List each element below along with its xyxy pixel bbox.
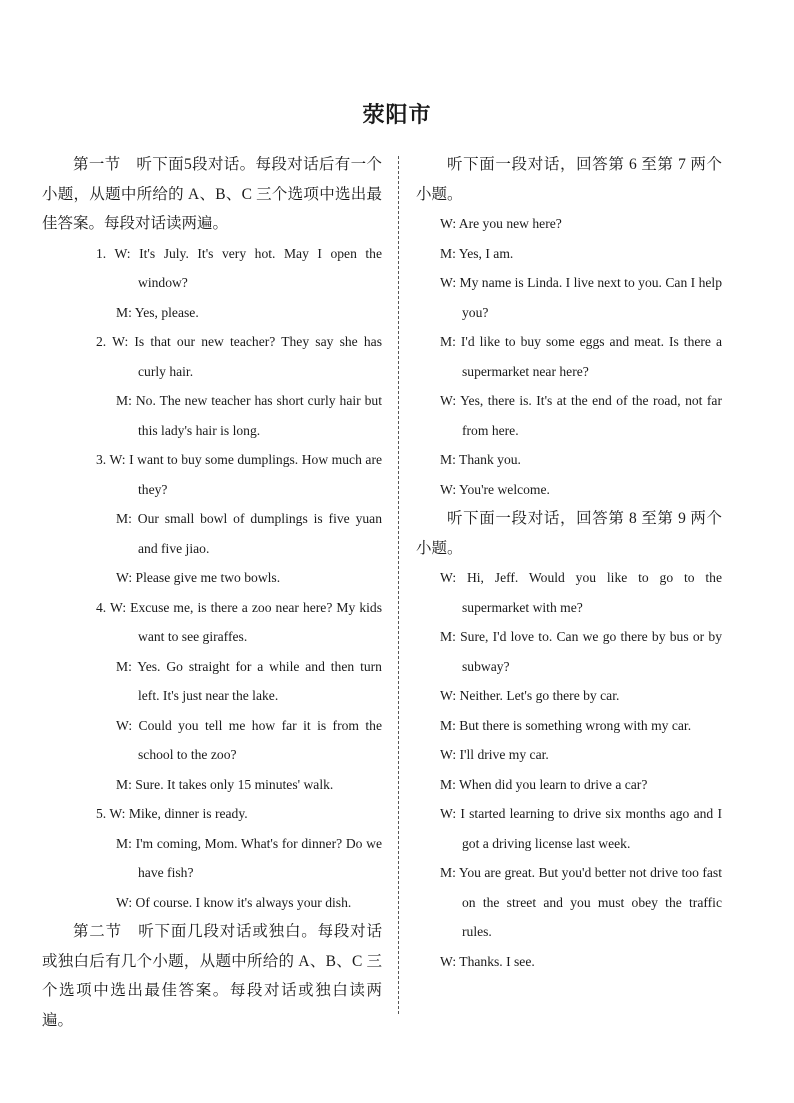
dialog-line: M: Sure. It takes only 15 minutes' walk. bbox=[116, 776, 334, 792]
dialog-line: W: Please give me two bowls. bbox=[116, 570, 281, 585]
dialog-line: 2. W: Is that our new teacher? They say she has curly hair. bbox=[96, 334, 382, 379]
dialog-line: 3. W: I want to buy some dumplings. How much are they? bbox=[96, 452, 382, 497]
dialog-line: M: Yes. Go straight for a while and then turn left. It's just near the lake. bbox=[116, 658, 382, 703]
dialog-line: W: Could you tell me how far it is from the school to the zoo? bbox=[116, 717, 382, 762]
dialog-line: 1. W: It's July. It's very hot. May I open the window? bbox=[96, 245, 382, 290]
dialog-line: M: No. The new teacher has short curly hair but this lady's hair is long. bbox=[116, 393, 383, 438]
dialog-line: M: Yes, please. bbox=[116, 304, 199, 320]
dialog-intro: 听下面一段对话，回答第 6 至第 7 两个小题。 bbox=[416, 156, 722, 203]
dialog-line: M: Thank you. bbox=[440, 452, 521, 467]
dialog-line: W: My name is Linda. I live next to you. Can I help you? bbox=[440, 275, 722, 320]
dialog-line: W: I started learning to drive six months ago and I got a driving license last week. bbox=[440, 806, 722, 851]
dialog-line: 5. W: Mike, dinner is ready. bbox=[96, 806, 248, 821]
dialog-line: M: But there is something wrong with my car. bbox=[440, 717, 692, 733]
dialog-line: 4. W: Excuse me, is there a zoo near here? My kids want to see giraffes. bbox=[96, 599, 382, 644]
dialog-line: M: You are great. But you'd better not drive too fast on the street and you must obey the traffic rules. bbox=[440, 865, 722, 939]
dialog-line: W: Of course. I know it's always your dish. bbox=[116, 894, 352, 910]
left-column bbox=[42, 150, 383, 1035]
dialog-line: M: When did you learn to drive a car? bbox=[440, 776, 648, 792]
page-title: 荥阳市 bbox=[362, 103, 432, 128]
dialog-line: W: Thanks. I see. bbox=[440, 953, 535, 969]
dialog-line: M: Our small bowl of dumplings is five yuan and five jiao. bbox=[116, 511, 382, 556]
right-column bbox=[416, 150, 722, 976]
dialog-line: W: Yes, there is. It's at the end of the road, not far from here. bbox=[440, 393, 722, 438]
dialog-line: M: Yes, I am. bbox=[440, 245, 514, 261]
dialog-intro: 听下面一段对话，回答第 8 至第 9 两个小题。 bbox=[416, 510, 722, 557]
dialog-line: W: Neither. Let's go there by car. bbox=[440, 688, 620, 703]
dialog-line: W: Are you new here? bbox=[440, 216, 562, 231]
dialog-line: M: I'd like to buy some eggs and meat. Is there a supermarket near here? bbox=[440, 334, 722, 379]
section1-heading: 第一节 听下面5段对话。每段对话后有一个小题，从题中所给的 A、B、C 三个选项中选出最佳答案。每段对话读两遍。 bbox=[42, 156, 382, 232]
dialog-line: M: I'm coming, Mom. What's for dinner? Do we have fish? bbox=[116, 835, 382, 880]
dialog-line: W: I'll drive my car. bbox=[440, 747, 549, 762]
section2-heading: 第二节 听下面几段对话或独白。每段对话或独白后有几个小题，从题中所给的 A、B、C 三个选项中选出最佳答案。每段对话或独白读两遍。 bbox=[42, 923, 382, 1029]
dialog-line: W: Hi, Jeff. Would you like to go to the supermarket with me? bbox=[440, 570, 722, 615]
dialog-line: M: Sure, I'd love to. Can we go there by bus or by subway? bbox=[440, 629, 722, 674]
dialog-line: W: You're welcome. bbox=[440, 481, 550, 497]
column-divider bbox=[398, 156, 399, 1014]
